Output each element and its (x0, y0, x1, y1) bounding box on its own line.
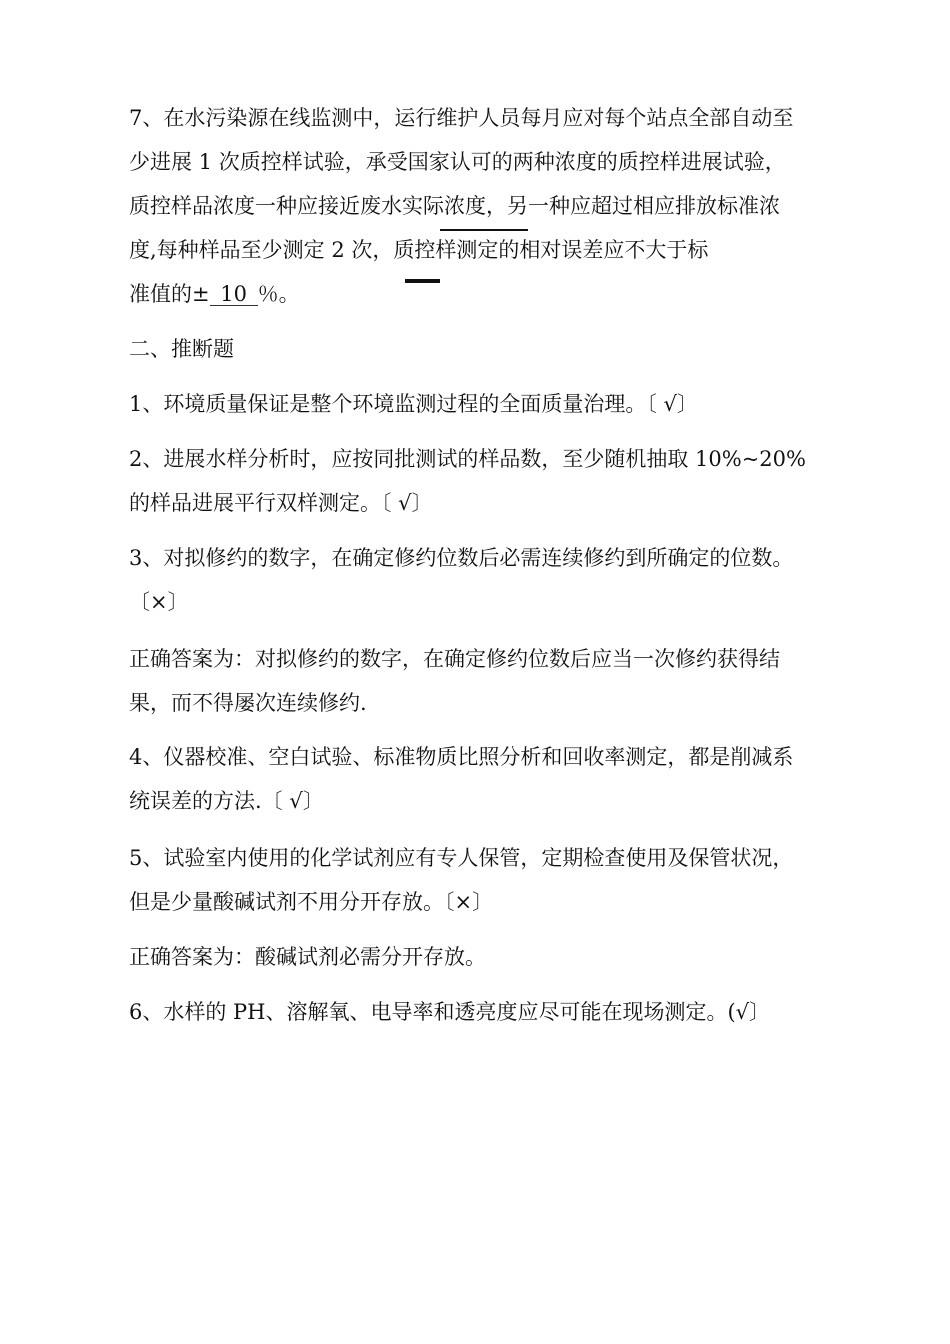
item-3-line-1: 3、对拟修约的数字，在确定修约位数后必需连续修约到所确定的位数。 (129, 546, 794, 570)
judgement-item-2 (129, 437, 841, 525)
item-2-line-1: 2、进展水样分析时，应按同批测试的样品数，至少随机抽取 10%~20% (129, 447, 806, 471)
question-7-line-5-suffix: ％。 (257, 282, 300, 306)
item-1-line-1: 1、环境质量保证是整个环境监测过程的全面质量治理。〔 √〕 (129, 392, 698, 416)
section-title-text: 二、推断题 (129, 337, 234, 361)
item-3-line-2: 〔×〕 (129, 590, 189, 614)
judgement-item-6 (129, 990, 841, 1034)
correct-answer-3 (129, 637, 841, 725)
judgement-item-4 (129, 735, 841, 823)
correct-answer-3-line-2: 果，而不得屡次连续修约. (129, 691, 367, 715)
item-4-line-1: 4、仪器校准、空白试验、标准物质比照分析和回收率测定，都是削减系 (129, 745, 794, 769)
item-5-line-2: 但是少量酸碱试剂不用分开存放。〔×〕 (129, 890, 494, 914)
item-5-line-1: 5、试验室内使用的化学试剂应有专人保管，定期检查使用及保管状况， (129, 846, 794, 870)
question-7-line-4: 度,每种样品至少测定 2 次，质控样测定的相对误差应不大于标 (129, 238, 709, 262)
question-7-line-5-prefix: 准值的± (129, 282, 210, 306)
decorative-rule-top (440, 229, 528, 231)
question-7-line-1: 7、在水污染源在线监测中，运行维护人员每月应对每个站点全部自动至 (129, 106, 794, 130)
question-7-line-2: 少进展 1 次质控样试验，承受国家认可的两种浓度的质控样进展试验， (129, 150, 786, 174)
decorative-rule-bottom (405, 279, 440, 283)
question-7-line-3: 质控样品浓度一种应接近废水实际浓度，另一种应超过相应排放标准浓 (129, 194, 780, 218)
item-6-line-1: 6、水样的 PH、溶解氧、电导率和透亮度应尽可能在现场测定。(√〕 (129, 1000, 771, 1024)
item-2-line-2: 的样品进展平行双样测定。〔 √〕 (129, 491, 433, 515)
question-7 (129, 96, 841, 316)
judgement-item-1 (129, 382, 841, 426)
judgement-item-3 (129, 536, 841, 624)
answer-blank: 10 (210, 283, 258, 306)
judgement-item-5 (129, 836, 841, 924)
correct-answer-3-line-1: 正确答案为：对拟修约的数字，在确定修约位数后应当一次修约获得结 (129, 647, 780, 671)
section-title (129, 327, 841, 371)
correct-answer-5-line-1: 正确答案为：酸碱试剂必需分开存放。 (129, 945, 486, 969)
item-4-line-2: 统误差的方法.〔 √〕 (129, 789, 324, 813)
question-7-line-5 (129, 272, 841, 316)
correct-answer-5 (129, 935, 841, 979)
